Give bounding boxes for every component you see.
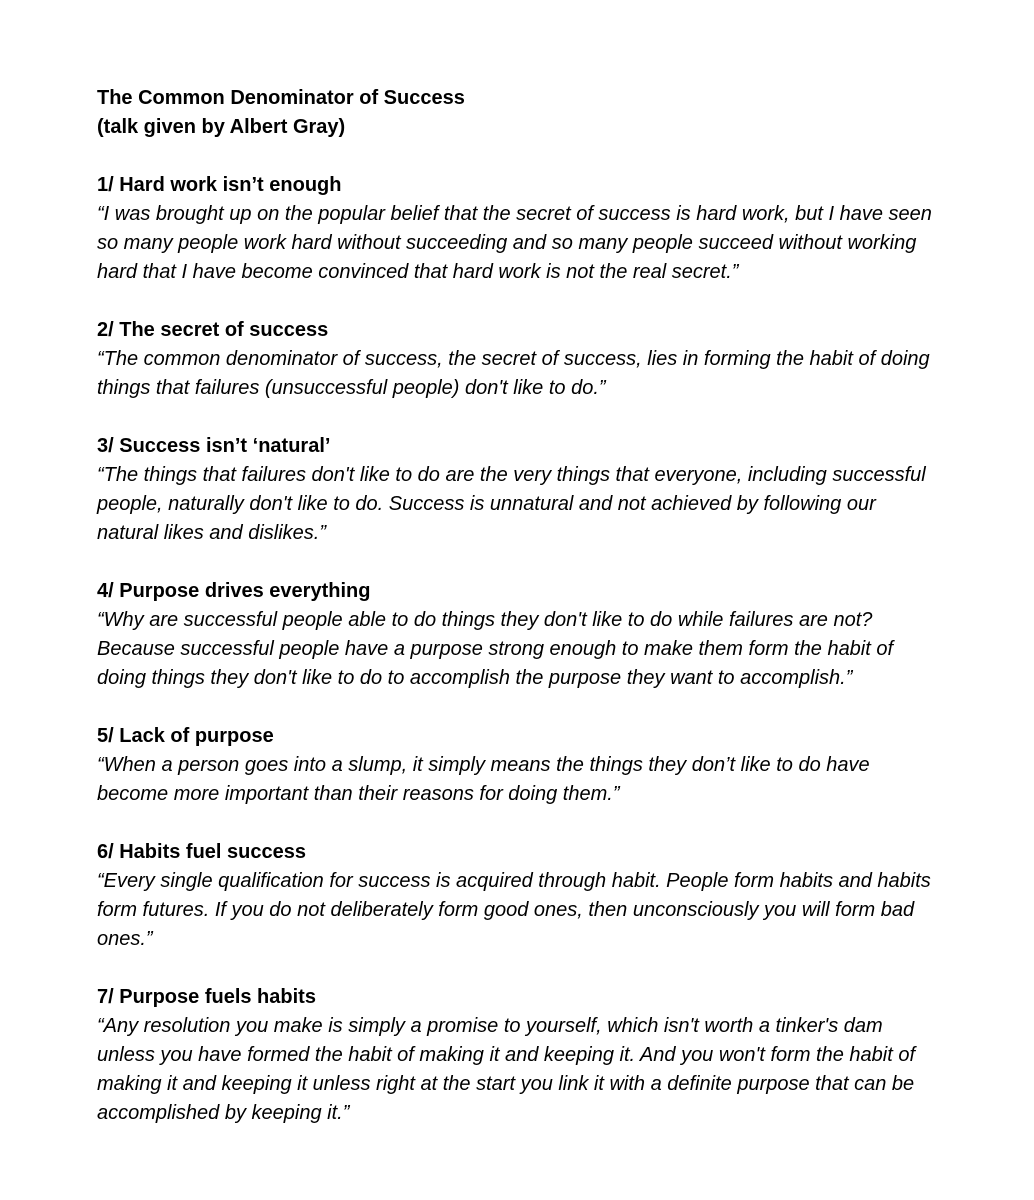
section-heading: 5/ Lack of purpose [97,725,274,747]
section-2 [97,316,936,403]
section-heading: 4/ Purpose drives everything [97,580,371,602]
section-quote: “I was brought up on the popular belief that the secret of success is hard work, but I have seen so many people work hard without succeeding and so many people succeed without working hard that I have become convinced that hard work is not the real secret.” [97,203,932,283]
section-quote: “Any resolution you make is simply a promise to yourself, which isn't worth a tinker's dam unless you have formed the habit of making it and keeping it. And you won't form the habit of making it and keeping it unless right at the start you link it with a definite purpose that can be accomplished by keeping it.” [97,1015,916,1124]
section-quote: “The common denominator of success, the secret of success, lies in forming the habit of doing things that failures (unsuccessful people) don't like to do.” [97,348,930,399]
document-title [97,84,936,142]
section-quote: “When a person goes into a slump, it simply means the things they don’t like to do have become more important than their reasons for doing them.” [97,754,870,805]
section-heading: 2/ The secret of success [97,319,329,341]
section-1 [97,171,936,287]
section-5 [97,722,936,809]
section-quote: “Every single qualification for success is acquired through habit. People form habits and habits form futures. If you do not deliberately form good ones, then unconsciously you will form bad ones.” [97,870,931,950]
section-6 [97,838,936,954]
section-heading: 1/ Hard work isn’t enough [97,174,342,196]
section-heading: 6/ Habits fuel success [97,841,306,863]
section-4 [97,577,936,693]
section-7 [97,983,936,1128]
section-heading: 7/ Purpose fuels habits [97,986,316,1008]
section-quote: “Why are successful people able to do things they don't like to do while failures are not? Because successful people have a purpose strong enough to make them form the habit of doing things they don't like to do to accomplish the purpose they want to accomplish.” [97,609,894,689]
section-3 [97,432,936,548]
document-title-line1: The Common Denominator of Success [97,87,465,109]
document-title-line2: (talk given by Albert Gray) [97,116,346,138]
section-heading: 3/ Success isn’t ‘natural’ [97,435,331,457]
section-quote: “The things that failures don't like to do are the very things that everyone, including successful people, naturally don't like to do. Success is unnatural and not achieved by following our natural likes and dislikes.” [97,464,926,544]
